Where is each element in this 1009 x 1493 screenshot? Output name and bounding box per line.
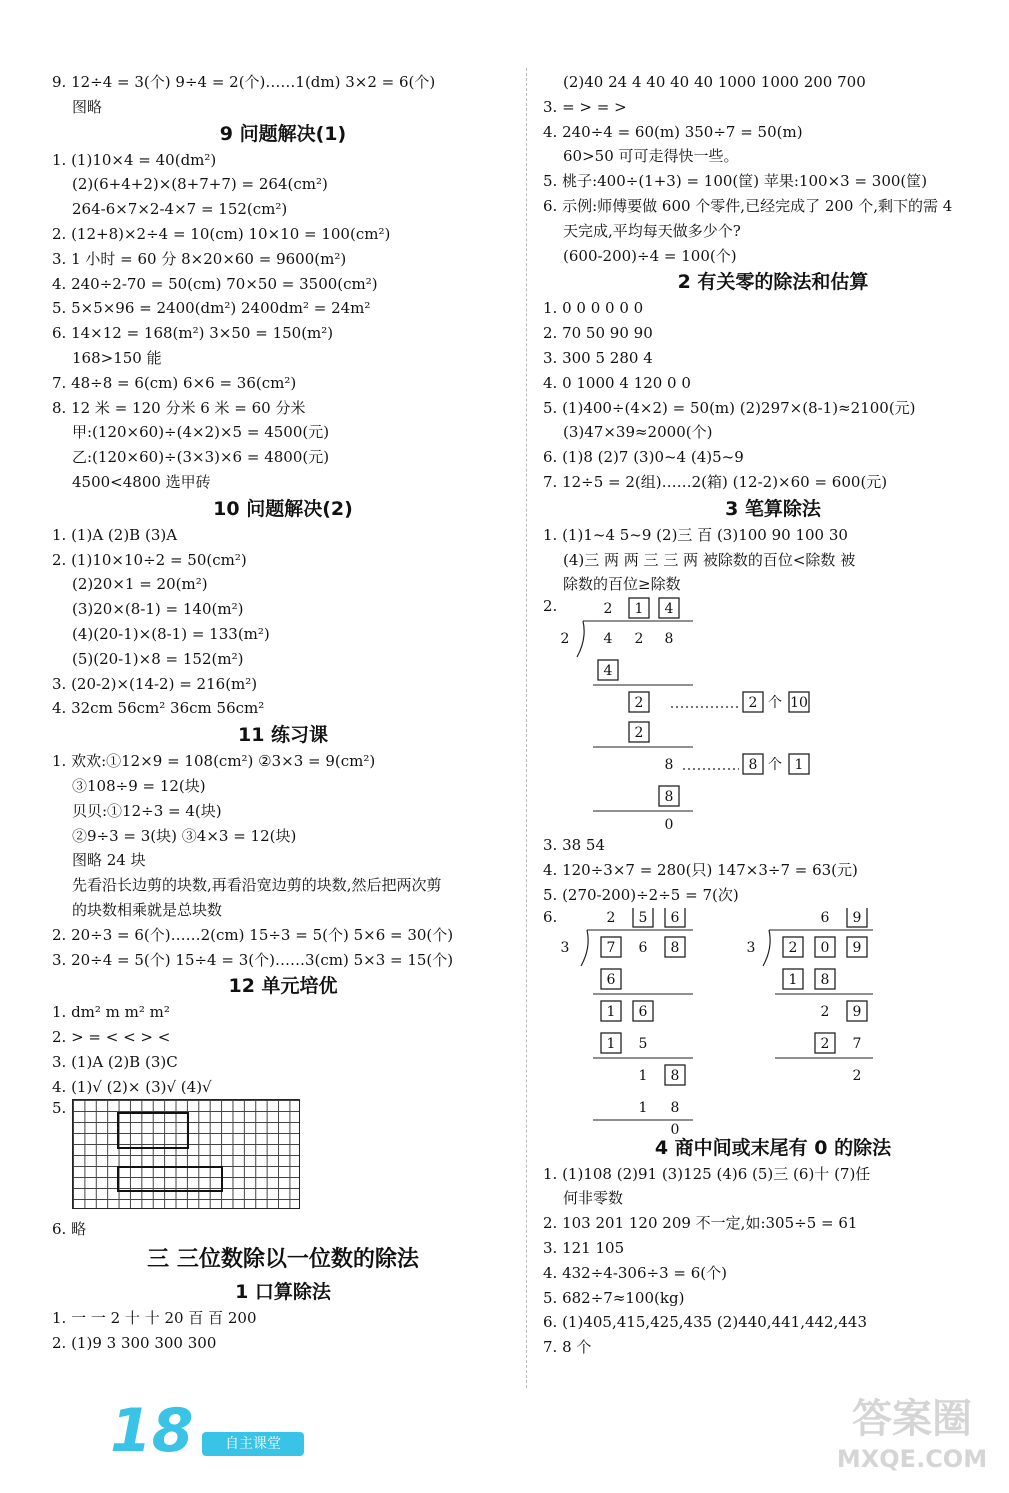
item-label: 2. <box>543 597 558 616</box>
digit: 2 <box>748 695 758 712</box>
digit: 2 <box>788 939 798 956</box>
answer-line: 5. (270-200)÷2÷5 = 7(次) <box>543 885 739 904</box>
digit: 1 <box>788 971 798 988</box>
digit: 4 <box>603 631 613 648</box>
answer-line: 6. 示例:师傅要做 600 个零件,已经完成了 200 个,剩下的需 4 <box>543 196 953 215</box>
answer-line: 1. 欢欢:①12×9 = 108(cm²) ②3×3 = 9(cm²) <box>52 752 376 771</box>
digit: 6 <box>638 1003 648 1020</box>
answer-line: 4500<4800 选甲砖 <box>72 472 211 491</box>
page-number: 18 <box>110 1396 194 1466</box>
digit: 5 <box>638 1035 648 1052</box>
section-heading: 4 商中间或末尾有 0 的除法 <box>654 1136 892 1159</box>
answer-line: (3)47×39≈2000(个) <box>563 423 713 442</box>
answer-line: 2. 103 201 120 209 不一定,如:305÷5 = 61 <box>543 1214 858 1233</box>
answer-line: 4. 240÷4 = 60(m) 350÷7 = 50(m) <box>543 122 803 141</box>
answer-line: 1. 一 一 2 十 十 20 百 百 200 <box>52 1309 257 1328</box>
column-divider <box>526 68 527 1388</box>
digit: 6 <box>638 939 648 956</box>
answer-line: 2. 70 50 90 90 <box>543 324 653 343</box>
section-heading: 2 有关零的除法和估算 <box>677 271 869 294</box>
digit: 8 <box>748 757 758 774</box>
answer-line: 4. 432÷4-306÷3 = 6(个) <box>543 1263 727 1282</box>
digit: 1 <box>606 1003 616 1020</box>
answer-line: 5. 5×5×96 = 2400(dm²) 2400dm² = 24m² <box>52 299 371 318</box>
digit: 2 <box>820 1035 830 1052</box>
digit: 8 <box>670 939 680 956</box>
answer-line: 甲:(120×60)÷(4×2)×5 = 4500(元) <box>72 423 330 442</box>
answer-line: 6. 14×12 = 168(m²) 3×50 = 150(m²) <box>52 324 334 343</box>
answer-line: (2)40 24 4 40 40 40 1000 1000 200 700 <box>563 73 866 91</box>
answer-line: 1. 0 0 0 0 0 0 <box>543 299 644 318</box>
division-figure <box>543 908 983 1134</box>
answer-line: 5. (1)400÷(4×2) = 50(m) (2)297×(8-1)≈2100(元) <box>543 398 916 417</box>
digit: 9 <box>852 909 862 926</box>
answer-line: 6. (1)405,415,425,435 (2)440,441,442,443 <box>543 1313 867 1332</box>
left-column <box>52 70 514 1356</box>
answer-line: 1. (1)10×4 = 40(dm²) <box>52 150 217 169</box>
answer-line: 7. 12÷5 = 2(组)……2(箱) (12-2)×60 = 600(元) <box>543 472 888 491</box>
digit: 8 <box>670 1099 680 1116</box>
answer-line: 2. > = < < > < <box>52 1028 171 1047</box>
answer-line: 3. 121 105 <box>543 1238 625 1257</box>
digit: 0 <box>820 939 830 956</box>
answer-line: 乙:(120×60)÷(3×3)×6 = 4800(元) <box>72 448 330 467</box>
digit: 8 <box>664 757 674 774</box>
answer-line: 1. (1)1~4 5~9 (2)三 百 (3)100 90 100 30 <box>543 525 848 544</box>
answer-line: 4. 32cm 56cm² 36cm 56cm² <box>52 699 265 718</box>
grid-rectangle <box>117 1166 223 1192</box>
digit: 4 <box>603 663 613 680</box>
digit: 2 <box>603 601 613 618</box>
answer-line: 60>50 可可走得快一些。 <box>563 147 739 166</box>
digit: 2 <box>606 909 616 926</box>
answer-line: 图略 24 块 <box>72 851 146 870</box>
digit: 7 <box>606 939 616 956</box>
section-heading: 三 三位数除以一位数的除法 <box>147 1247 419 1273</box>
digit: 1 <box>634 601 644 618</box>
digit: 2 <box>852 1067 862 1084</box>
answer-line: 5. 682÷7≈100(kg) <box>543 1288 685 1307</box>
digit: 6 <box>670 909 680 926</box>
answer-line: 9. 12÷4 = 3(个) 9÷4 = 2(个)……1(dm) 3×2 = 6(个) <box>52 73 436 91</box>
section-heading: 1 口算除法 <box>235 1281 331 1304</box>
answer-line: 2. (1)10×10÷2 = 50(cm²) <box>52 550 247 569</box>
grid-answer <box>52 1099 514 1217</box>
watermark-line1: 答案圈 <box>852 1396 972 1442</box>
answer-line: 3. (20-2)×(14-2) = 216(m²) <box>52 674 258 693</box>
section-heading: 10 问题解决(2) <box>213 497 353 520</box>
item-label: 6. <box>543 907 558 926</box>
section-heading: 9 问题解决(1) <box>219 122 347 145</box>
answer-line: 168>150 能 <box>72 348 162 367</box>
answer-line: 图略 <box>72 97 103 116</box>
digit: 5 <box>638 909 648 926</box>
division-bracket <box>581 930 588 966</box>
digit: 2 <box>634 695 644 712</box>
answer-line: (4)(20-1)×(8-1) = 133(m²) <box>72 624 270 643</box>
division-figure <box>543 597 983 833</box>
digit: 1 <box>794 757 804 774</box>
digit: 1 <box>638 1099 648 1116</box>
answer-line: 的块数相乘就是总块数 <box>72 900 223 919</box>
digit: 9 <box>852 1003 862 1020</box>
grid-rectangle <box>117 1112 189 1149</box>
answer-line: 除数的百位≥除数 <box>563 575 681 594</box>
digit: 2 <box>820 1003 830 1020</box>
digit: 8 <box>664 631 674 648</box>
division-bracket <box>763 930 770 966</box>
watermark-line2: MXQE.COM <box>836 1445 988 1473</box>
digit: 9 <box>852 939 862 956</box>
digit: 2 <box>560 631 570 648</box>
answer-line: ②9÷3 = 3(块) ③4×3 = 12(块) <box>72 826 297 845</box>
digit: 6 <box>606 971 616 988</box>
answer-line: 4. 240÷2-70 = 50(cm) 70×50 = 3500(cm²) <box>52 274 378 293</box>
right-column <box>543 70 1003 1360</box>
answer-line: 1. (1)108 (2)91 (3)125 (4)6 (5)三 (6)十 (7)任 <box>543 1164 871 1183</box>
digit: 3 <box>746 939 756 956</box>
digit: 1 <box>638 1067 648 1084</box>
answer-line: 4. 120÷3×7 = 280(只) 147×3÷7 = 63(元) <box>543 860 858 879</box>
digit: 8 <box>664 789 674 806</box>
division-bracket <box>577 621 584 657</box>
digit: 10 <box>790 695 808 712</box>
digit: 8 <box>820 971 830 988</box>
digit: 0 <box>670 1121 680 1134</box>
answer-line: 2. (1)9 3 300 300 300 <box>52 1334 217 1353</box>
answer-line: (4)三 两 两 三 三 两 被除数的百位<除数 被 <box>563 550 856 569</box>
answer-line: ③108÷9 = 12(块) <box>72 776 206 795</box>
answer-line: 先看沿长边剪的块数,再看沿宽边剪的块数,然后把两次剪 <box>72 876 442 895</box>
digit: 4 <box>664 601 674 618</box>
answer-line: 5. 桃子:400÷(1+3) = 100(筐) 苹果:100×3 = 300(筐) <box>543 172 928 191</box>
answer-line: (2)20×1 = 20(m²) <box>72 575 208 594</box>
digit: 8 <box>670 1067 680 1084</box>
answer-line: 6. 略 <box>52 1220 87 1239</box>
answer-line: 贝贝:①12÷3 = 4(块) <box>72 801 222 820</box>
watermark-logo <box>822 1395 1002 1485</box>
square-grid <box>72 1099 300 1209</box>
footer-tag: 自主课堂 <box>202 1432 304 1456</box>
answer-line: (5)(20-1)×8 = 152(m²) <box>72 649 244 668</box>
answer-line: 4. 0 1000 4 120 0 0 <box>543 373 691 392</box>
digit: 3 <box>560 939 570 956</box>
answer-line: 7. 48÷8 = 6(cm) 6×6 = 36(cm²) <box>52 373 297 392</box>
answer-line: 7. 8 个 <box>543 1338 592 1357</box>
long-division-6 <box>543 908 1003 1134</box>
answer-line: 2. (12+8)×2÷4 = 10(cm) 10×10 = 100(cm²) <box>52 224 391 243</box>
section-heading: 11 练习课 <box>237 724 329 747</box>
answer-line: 264-6×7×2-4×7 = 152(cm²) <box>72 200 288 219</box>
digit: 1 <box>606 1035 616 1052</box>
item-label: 5. <box>52 1099 67 1118</box>
answer-line: 3. 1 小时 = 60 分 8×20×60 = 9600(m²) <box>52 249 347 268</box>
long-division-2 <box>543 597 1003 833</box>
digit: 7 <box>852 1035 862 1052</box>
answer-line: (2)(6+4+2)×(8+7+7) = 264(cm²) <box>72 175 328 194</box>
digit: 个 <box>768 757 782 774</box>
answer-line: 何非零数 <box>563 1189 624 1208</box>
answer-line: 4. (1)√ (2)× (3)√ (4)√ <box>52 1077 212 1096</box>
digit: 2 <box>634 725 644 742</box>
answer-line: 3. 300 5 280 4 <box>543 348 653 367</box>
answer-line: 3. (1)A (2)B (3)C <box>52 1052 178 1071</box>
answer-line: 3. = > = > <box>543 97 627 116</box>
answer-line: 3. 20÷4 = 5(个) 15÷4 = 3(个)……3(cm) 5×3 = 15(个) <box>52 950 454 969</box>
answer-line: 3. 38 54 <box>543 836 606 855</box>
answer-line: 1. dm² m m² m² <box>52 1003 170 1022</box>
answer-line: 8. 12 米 = 120 分米 6 米 = 60 分米 <box>52 398 306 417</box>
answer-line: 2. 20÷3 = 6(个)……2(cm) 15÷3 = 5(个) 5×6 = 30(个) <box>52 925 454 944</box>
digit: 0 <box>664 817 674 834</box>
digit: 6 <box>820 909 830 926</box>
section-heading: 3 笔算除法 <box>725 497 821 520</box>
answer-line: 6. (1)8 (2)7 (3)0~4 (4)5~9 <box>543 448 744 467</box>
answer-line: (600-200)÷4 = 100(个) <box>563 246 737 265</box>
section-heading: 12 单元培优 <box>228 975 338 998</box>
answer-line: 天完成,平均每天做多少个? <box>563 221 741 240</box>
digit: 2 <box>634 631 644 648</box>
answer-line: (3)20×(8-1) = 140(m²) <box>72 600 244 619</box>
answer-line: 1. (1)A (2)B (3)A <box>52 525 178 544</box>
digit: 个 <box>768 695 782 712</box>
